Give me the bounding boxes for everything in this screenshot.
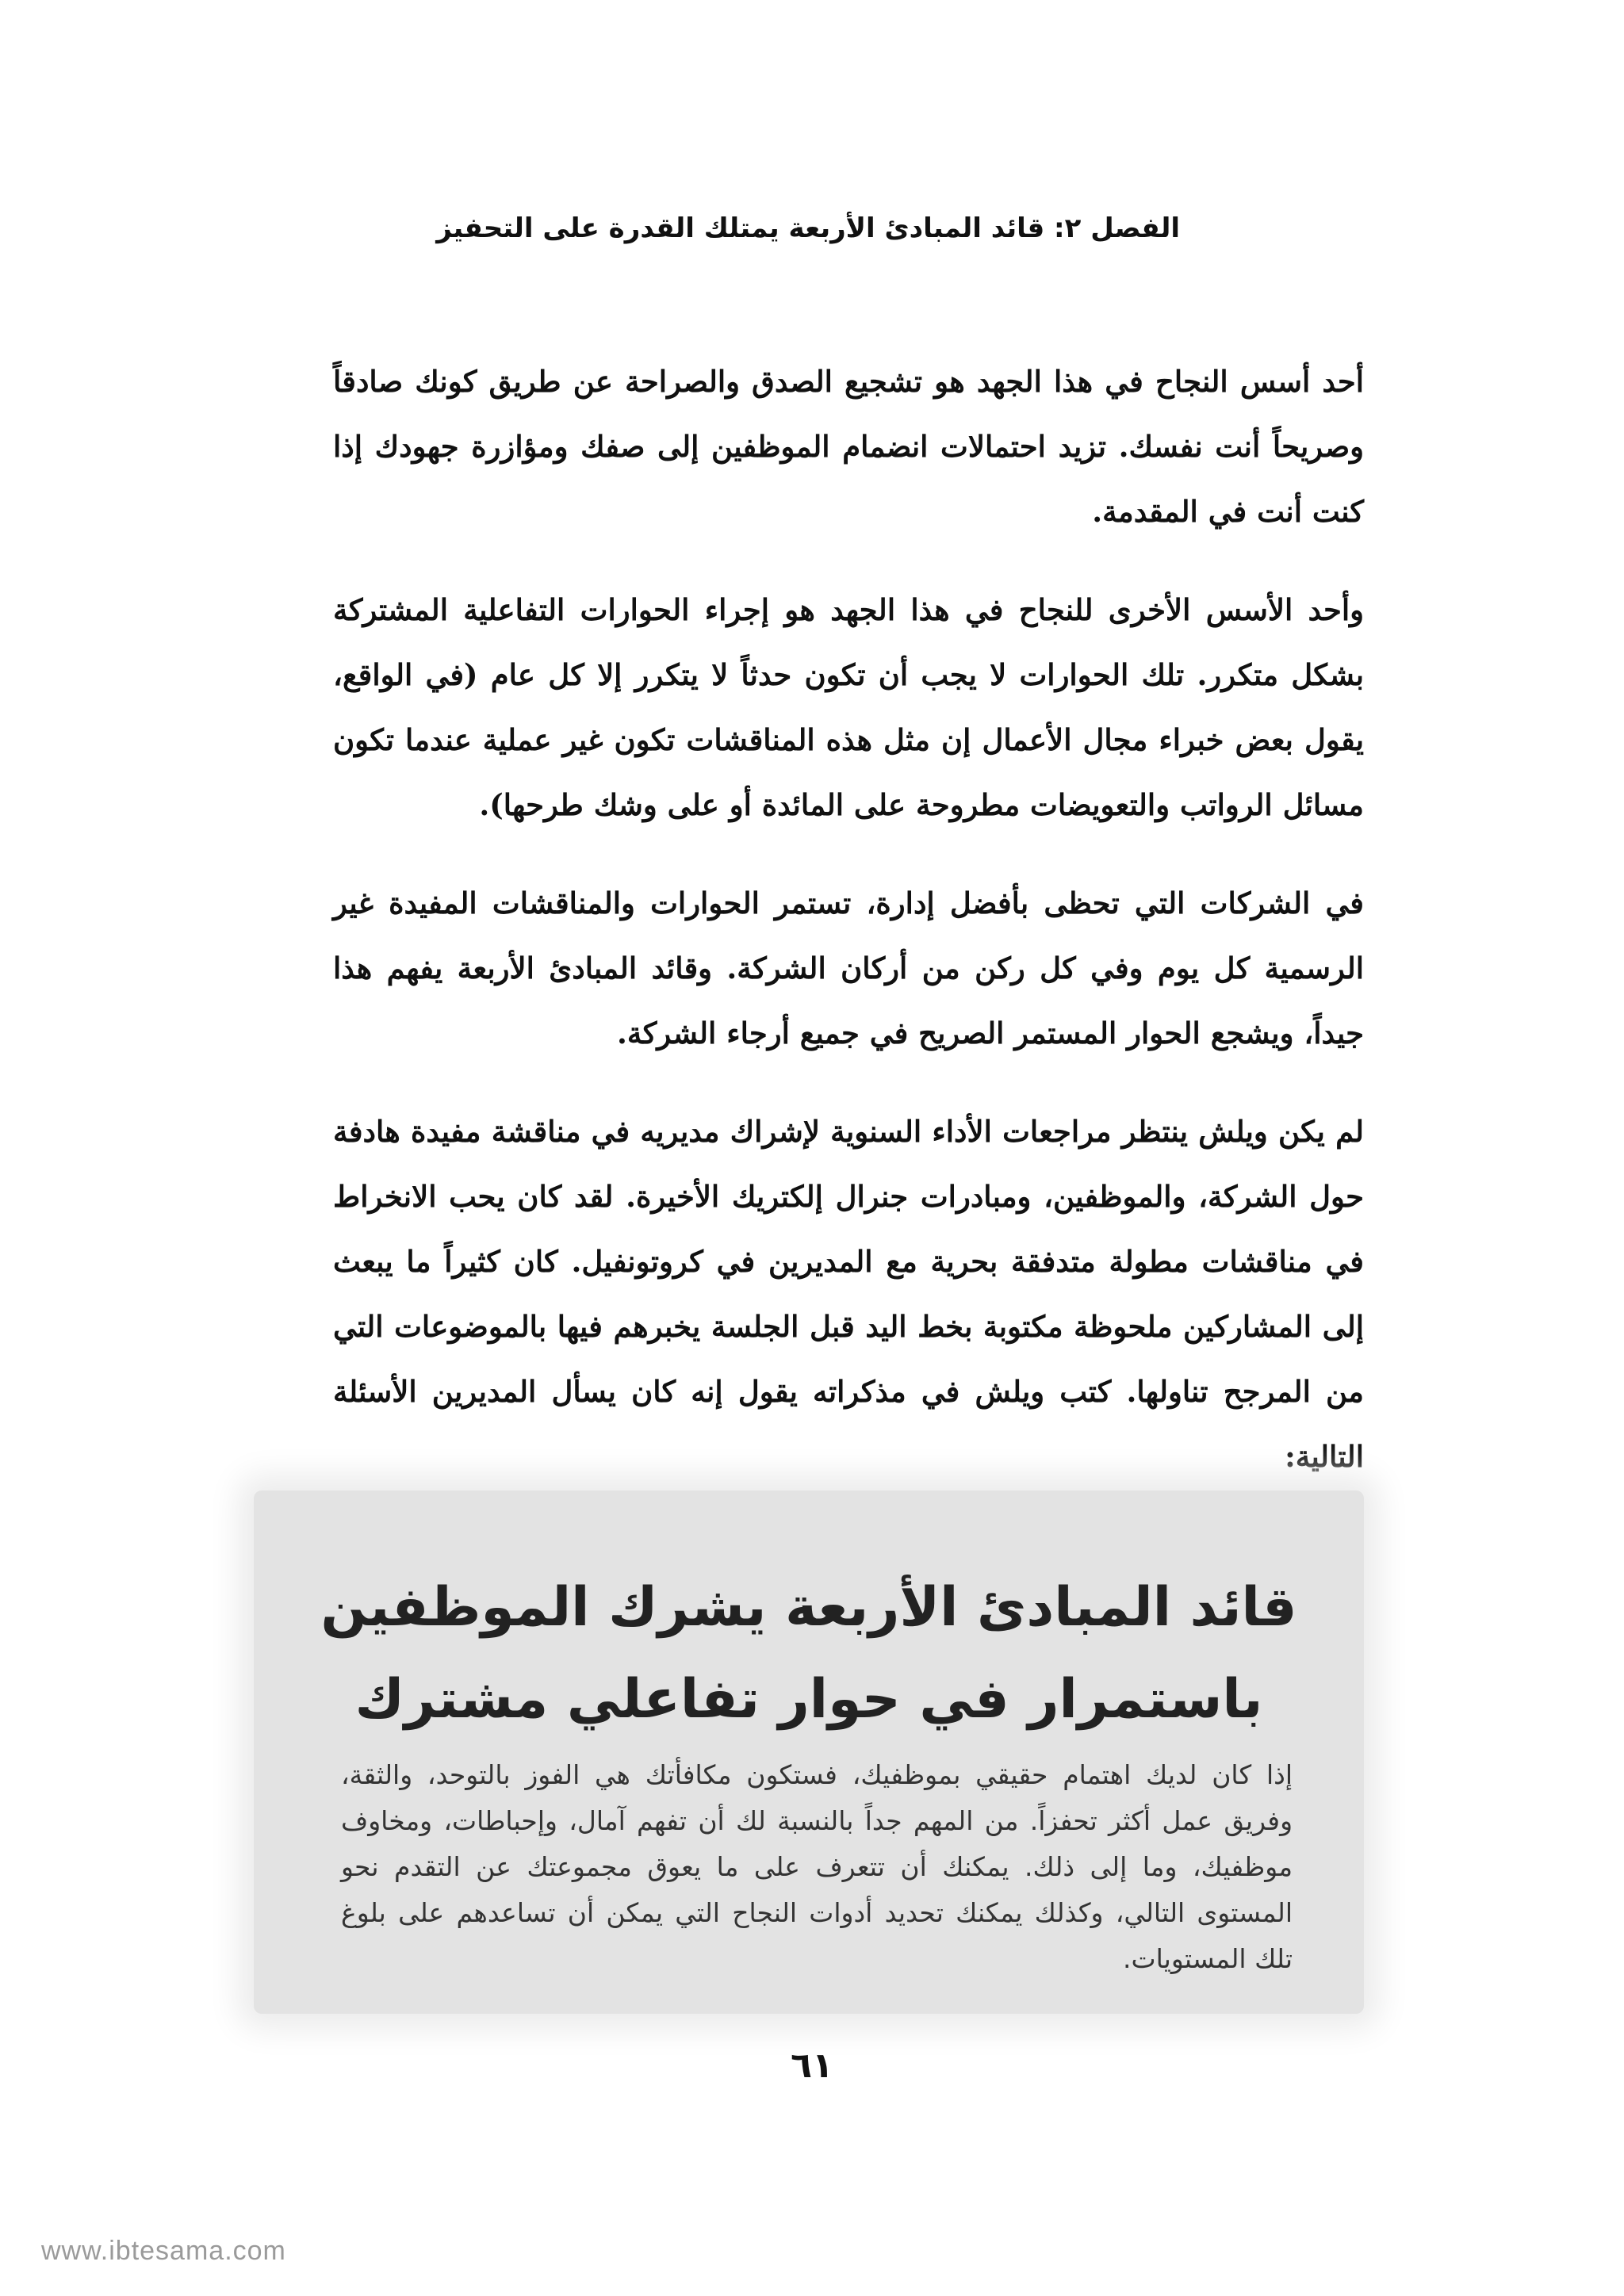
paragraph: أحد أسس النجاح في هذا الجهد هو تشجيع الصدق والصراحة عن طريق كونك صادقاً وصريحاً أنت نفسك. تزيد احتمالات انضمام الموظفين إلى صفك ومؤازرة جهودك إذا كنت أنت في المقدمة. <box>333 364 1364 529</box>
body-text <box>333 349 1364 1522</box>
paragraph: وأحد الأسس الأخرى للنجاح في هذا الجهد هو إجراء الحوارات التفاعلية المشتركة بشكل متكرر. تلك الحوارات لا يجب أن تكون حدثاً لا يتكرر إلا كل عام (في الواقع، يقول بعض خبراء مجال الأعمال إن مثل هذه المناقشات تكون غير عملية عندما تكون مسائل الرواتب والتعويضات مطروحة على المائدة أو على وشك طرحها). <box>333 592 1365 822</box>
paragraph: لم يكن ويلش ينتظر مراجعات الأداء السنوية لإشراك مديريه في مناقشة مفيدة هادفة حول الشركة، والموظفين، ومبادرات جنرال إلكتريك الأخيرة. لقد كان يحب الانخراط في مناقشات مطولة متدفقة بحرية مع المديرين في كروتونفيل. كان كثيراً ما يبعث إلى المشاركين ملحوظة مكتوبة بخط اليد قبل الجلسة يخبرهم فيها بالموضوعات التي من المرجح تناولها. كتب ويلش في مذكراته يقول إنه كان يسأل المديرين الأسئلة التالية: <box>333 1114 1365 1474</box>
sidebar-text: إذا كان لديك اهتمام حقيقي بموظفيك، فستكون مكافأتك هي الفوز بالتوحد، والثقة، وفريق عمل أكثر تحفزاً. من المهم جداً بالنسبة لك أن تفهم آمال، وإحباطات، ومخاوف موظفيك، وما إلى ذلك. يمكنك أن تتعرف على ما يعوق مجموعتك عن التقدم نحو المستوى التالي، وكذلك يمكنك تحديد أدوات النجاح التي يمكن أن تساعدهم على بلوغ تلك المستويات. <box>341 1759 1293 1974</box>
running-header: الفصل ٢: قائد المبادئ الأربعة يمتلك القدرة على التحفيز <box>436 212 1180 244</box>
watermark: www.ibtesama.com <box>41 2236 286 2266</box>
page-number: ٦١ <box>791 2045 833 2086</box>
sidebar-box <box>254 1490 1364 2014</box>
sidebar-title: قائد المبادئ الأربعة يشرك الموظفين باستمرار في حوار تفاعلي مشترك <box>320 1576 1297 1731</box>
paragraph: في الشركات التي تحظى بأفضل إدارة، تستمر الحوارات والمناقشات المفيدة غير الرسمية كل يوم وفي كل ركن من أركان الشركة. وقائد المبادئ الأربعة يفهم هذا جيداً، ويشجع الحوار المستمر الصريح في جميع أرجاء الشركة. <box>333 886 1364 1050</box>
